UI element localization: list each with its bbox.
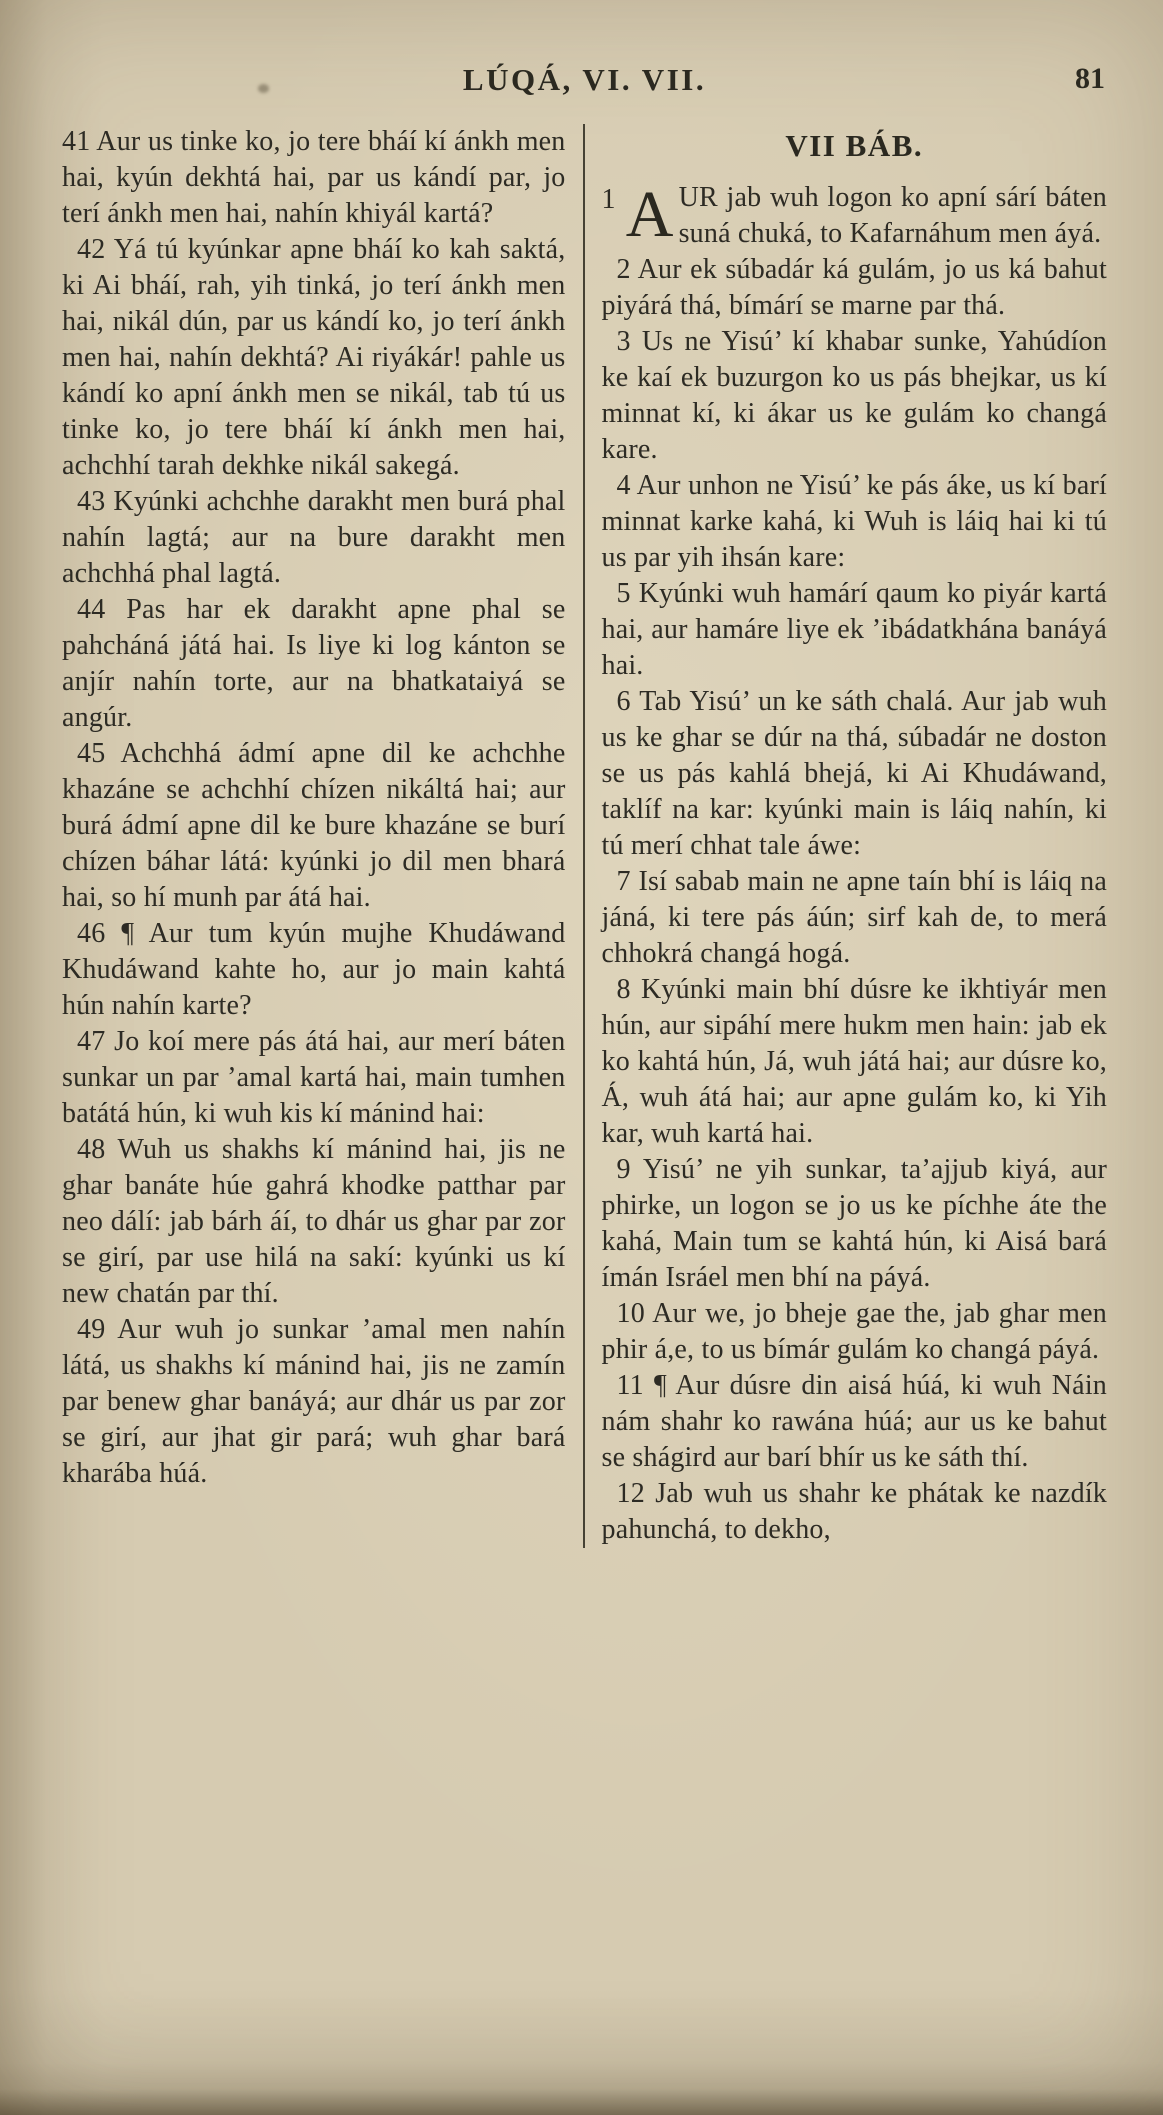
verse-47: 47 Jo koí mere pás átá hai, aur merí báten sunkar un par ʼamal kartá hai, main tumhen batátá hún, ki wuh kis kí mánind hai: [62, 1026, 566, 1129]
chapter-heading: VII BÁB. [785, 128, 924, 163]
page-number: 81 [1075, 62, 1105, 95]
verse-2: 2 Aur ek súbadár ká gulám, jo us ká bahut piyárá thá, bímárí se marne par thá. [601, 254, 1107, 321]
page-header [62, 62, 1107, 106]
verse-12: 12 Jab wuh us shahr ke phátak ke nazdík pahunchá, to dekho, [601, 1478, 1107, 1545]
verse-10: 10 Aur we, jo bheje gae the, jab ghar men phir á,e, to us bímár gulám ko changá páyá. [601, 1298, 1107, 1365]
drop-cap: A [625, 178, 674, 251]
verse-1 [602, 180, 1108, 252]
verse-7: 7 Isí sabab main ne apne taín bhí is láiq na jáná, ki tere pás áún; sirf kah de, to merá chhokrá changá hogá. [601, 866, 1107, 969]
text-columns [62, 124, 1107, 1548]
verse-45: 45 Achchhá ádmí apne dil ke achchhe khazáne se achchhí chízen nikáltá hai; aur burá ádmí apne dil ke bure khazáne se burí chízen báhar látá: kyúnki jo dil men bhará hai, so hí munh par átá hai. [62, 738, 566, 913]
verse-4: 4 Aur unhon ne Yisú’ ke pás áke, us kí barí minnat karke kahá, ki Wuh is láiq hai ki tú us par yih ihsán kare: [601, 470, 1107, 573]
verse-3: 3 Us ne Yisú’ kí khabar sunke, Yahúdíon ke kaí ek buzurgon ko us pás bhejkar, us kí minnat kí, ki ákar us ke gulám ko changá kare. [601, 326, 1107, 465]
verse-41: 41 Aur us tinke ko, jo tere bháí kí ánkh men hai, kyún dekhtá hai, par us kándí par, jo terí ánkh men hai, nahín khiyál kartá? [62, 126, 566, 229]
verse-42: 42 Yá tú kyúnkar apne bháí ko kah saktá, ki Ai bháí, rah, yih tinká, jo terí ánkh men hai, nikál dún, par us kándí ko, jo terí ánkh men hai, nahín dekhtá? Ai riyákár! pahle us kándí ko apní ánkh men se nikál, tab tú us tinke ko, jo tere bháí kí ánkh men hai, achchhí tarah dekhke nikál sakegá. [62, 234, 566, 481]
right-column [585, 124, 1108, 1548]
verse-9: 9 Yisú’ ne yih sunkar, ta’ajjub kiyá, aur phirke, un logon se jo us ke píchhe áte the kahá, Main tum se kahtá hún, ki Aisá bará ímán Isráel men bhí na páyá. [601, 1154, 1107, 1293]
verse-49: 49 Aur wuh jo sunkar ʼamal men nahín látá, us shakhs kí mánind hai, jis ne zamín par benew ghar banáyá; aur dhár us par zor se girí, aur jhat gir pará; wuh ghar bará kharába húá. [62, 1314, 566, 1489]
running-title: LÚQÁ, VI. VII. [462, 62, 707, 97]
verse-5: 5 Kyúnki wuh hamárí qaum ko piyár kartá hai, aur hamáre liye ek ’ibádatkhána banáyá hai. [601, 578, 1107, 681]
left-column [62, 124, 585, 1548]
verse-6: 6 Tab Yisú’ un ke sáth chalá. Aur jab wuh us ke ghar se dúr na thá, súbadár ne doston se us pás kahlá bhejá, ki Ai Khudáwand, taklíf na kar: kyúnki main is láiq nahín, ki tú merí chhat tale áwe: [601, 686, 1107, 861]
page-bottom-shadow [0, 2089, 1163, 2115]
verse-44: 44 Pas har ek darakht apne phal se pahcháná játá hai. Is liye ki log kánton se anjír nahín torte, aur na bhatkataiyá se angúr. [62, 594, 566, 733]
verse-48: 48 Wuh us shakhs kí mánind hai, jis ne ghar banáte húe gahrá khodke patthar par neo dálí: jab bárh áí, to dhár us ghar par zor se girí, par use hilá na sakí: kyúnki us kí new chatán par thí. [62, 1134, 566, 1309]
verse-11: 11 ¶ Aur dúsre din aisá húá, ki wuh Náin nám shahr ko rawána húá; aur us ke bahut se shágird aur barí bhír us ke sáth thí. [601, 1370, 1107, 1473]
verse-1-text: UR jab wuh logon ko apní sárí báten suná chuká, to Kafarnáhum men áyá. [678, 182, 1107, 249]
verse-43: 43 Kyúnki achchhe darakht men burá phal nahín lagtá; aur na bure darakht men achchhá phal lagtá. [62, 486, 566, 589]
verse-46: 46 ¶ Aur tum kyún mujhe Khudáwand Khudáwand kahte ho, aur jo main kahtá hún nahín karte? [62, 918, 566, 1021]
verse-8: 8 Kyúnki main bhí dúsre ke ikhtiyár men hún, aur sipáhí mere hukm men hain: jab ek ko kahtá hún, Já, wuh játá hai; aur dúsre ko, Á, wuh átá hai; aur apne gulám ko, ki Yih kar, wuh kartá hai. [601, 974, 1107, 1149]
verse-1-number: 1 [601, 184, 616, 215]
